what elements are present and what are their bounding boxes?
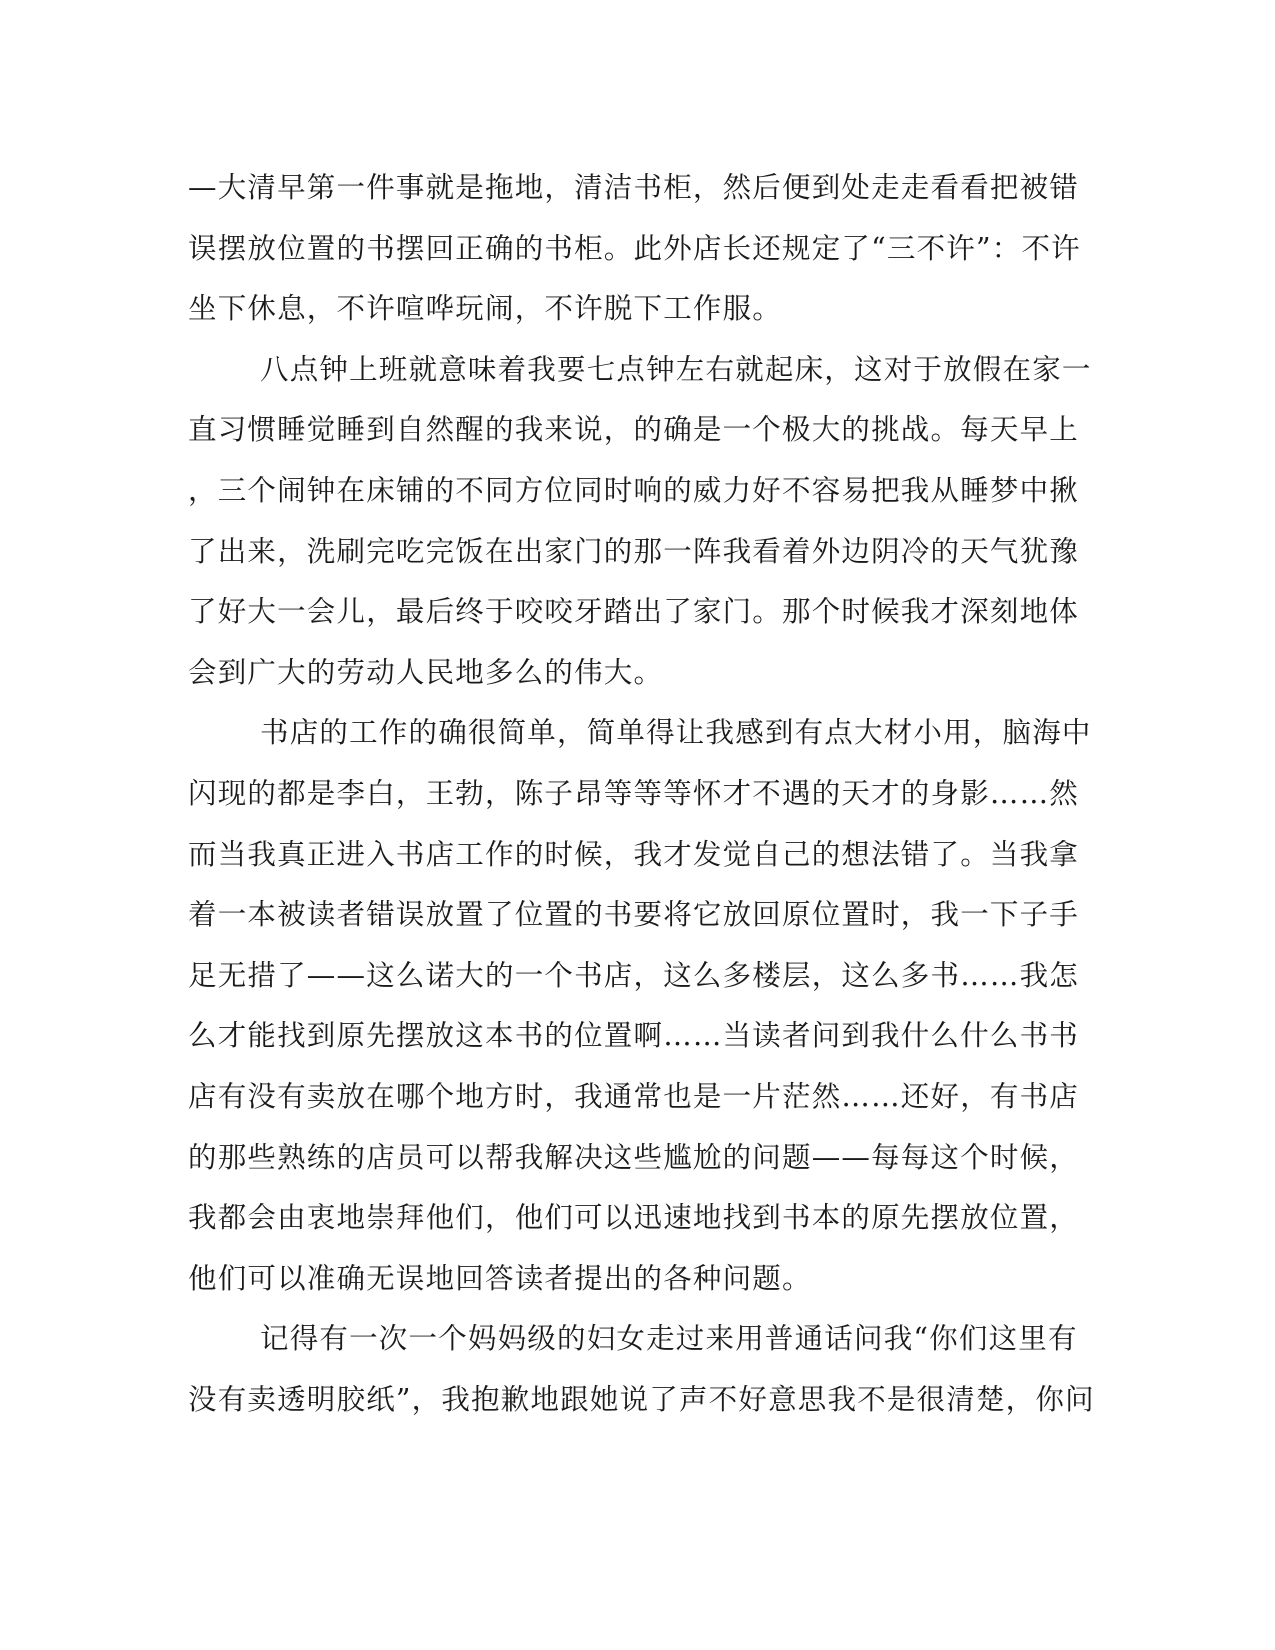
paragraph-4 [188, 1309, 1095, 1430]
document-body [188, 158, 1095, 1430]
text-line: 店有没有卖放在哪个地方时，我通常也是一片茫然……还好，有书店 [188, 1079, 1080, 1113]
text-line: 直习惯睡觉睡到自然醒的我来说，的确是一个极大的挑战。每天早上 [188, 413, 1080, 447]
text-line: 会到广大的劳动人民地多么的伟大。 [188, 655, 664, 689]
paragraph-3 [188, 703, 1092, 1309]
text-line: 着一本被读者错误放置了位置的书要将它放回原位置时，我一下子手 [188, 898, 1080, 932]
text-line: 么才能找到原先摆放这本书的位置啊……当读者问到我什么什么书书 [188, 1019, 1080, 1053]
text-line: 足无措了——这么诺大的一个书店，这么多楼层，这么多书……我怎 [188, 958, 1080, 992]
text-line: 八点钟上班就意味着我要七点钟左右就起床，这对于放假在家一 [260, 352, 1092, 386]
text-line: 我都会由衷地崇拜他们，他们可以迅速地找到书本的原先摆放位置， [188, 1201, 1080, 1235]
text-line: 的那些熟练的店员可以帮我解决这些尴尬的问题——每每这个时候， [188, 1140, 1080, 1174]
text-line: 了出来，洗刷完吃完饭在出家门的那一阵我看着外边阴冷的天气犹豫 [188, 534, 1080, 568]
text-line: 书店的工作的确很简单，简单得让我感到有点大材小用，脑海中 [260, 716, 1092, 750]
text-line: 没有卖透明胶纸”，我抱歉地跟她说了声不好意思我不是很清楚，你问 [188, 1382, 1095, 1416]
text-line: 误摆放位置的书摆回正确的书柜。此外店长还规定了“三不许”：不许 [188, 231, 1081, 265]
text-line: ，三个闹钟在床铺的不同方位同时响的威力好不容易把我从睡梦中揪 [188, 473, 1080, 507]
text-line: 记得有一次一个妈妈级的妇女走过来用普通话问我“你们这里有 [260, 1322, 1078, 1356]
text-line: 他们可以准确无误地回答读者提出的各种问题。 [188, 1261, 812, 1295]
text-line: 而当我真正进入书店工作的时候，我才发觉自己的想法错了。当我拿 [188, 837, 1080, 871]
text-line: —大清早第一件事就是拖地，清洁书柜，然后便到处走走看看把被错 [188, 171, 1080, 204]
text-line: 了好大一会儿，最后终于咬咬牙踏出了家门。那个时候我才深刻地体 [188, 595, 1080, 629]
text-line: 坐下休息，不许喧哗玩闹，不许脱下工作服。 [188, 292, 783, 326]
paragraph-2 [188, 340, 1092, 704]
paragraph-1 [188, 158, 1081, 340]
text-line: 闪现的都是李白，王勃，陈子昂等等等怀才不遇的天才的身影……然 [188, 776, 1080, 810]
